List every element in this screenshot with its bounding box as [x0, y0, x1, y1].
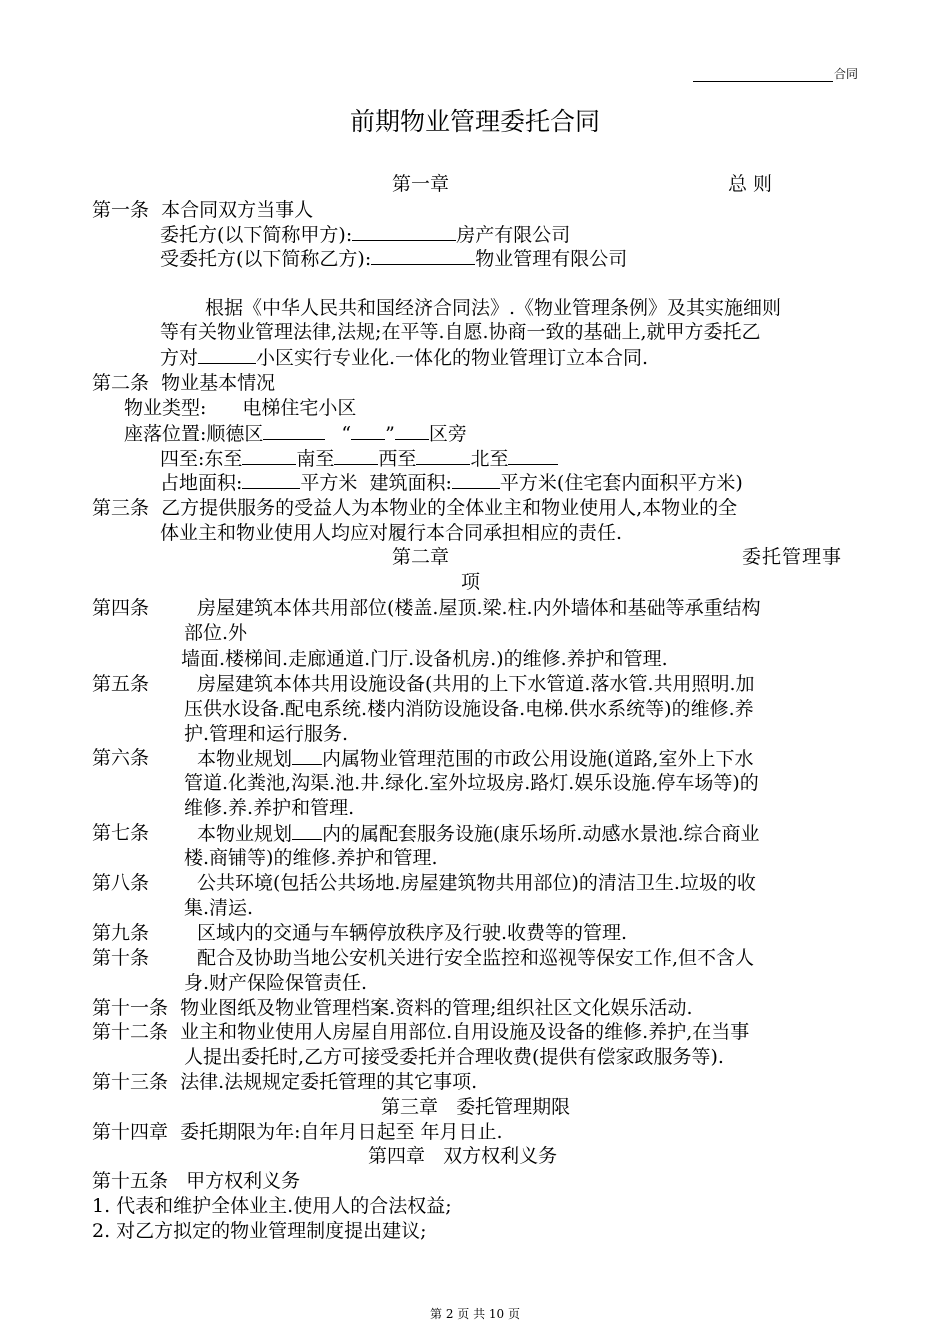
article-5-line-3: 护.管理和运行服务.: [184, 723, 349, 745]
location-c: ”: [385, 423, 395, 445]
article-5-line-1: 房屋建筑本体共用设施设备(共用的上下水管道.落水管.共用照明.加: [197, 673, 755, 695]
location-blank-2: [351, 421, 385, 440]
article-3-head: 第三条: [92, 497, 150, 519]
chapter-4-label: 第四章: [368, 1145, 426, 1167]
land-area-blank: [242, 470, 300, 489]
article-4-head: 第四条: [92, 597, 150, 619]
property-type-label: 物业类型:: [124, 397, 207, 419]
preamble-l3b: 小区实行专业化.一体化的物业管理订立本合同.: [256, 347, 649, 369]
chapter-4: [368, 1144, 557, 1168]
article-14-text: 委托期限为年:自年月日起至 年月日止.: [180, 1121, 503, 1143]
article-15-text: 甲方权利义务: [186, 1170, 301, 1192]
page-footer: 第 2 页 共 10 页: [430, 1307, 520, 1321]
article-14: [92, 1120, 503, 1144]
article-15-item-2: 2. 对乙方拟定的物业管理制度提出建议;: [92, 1220, 427, 1242]
article-6-line-3: 维修.养.养护和管理.: [184, 797, 355, 819]
article-5-head: 第五条: [92, 673, 150, 695]
chapter-2-name-b: 项: [461, 571, 481, 593]
party-a-label: 委托方(以下简称甲方):: [160, 224, 353, 246]
article-4-line-2: 部位.外: [184, 622, 248, 644]
property-location: [124, 421, 467, 446]
header-suffix: 合同: [833, 67, 858, 81]
article-5-line-2: 压供水设备.配电系统.楼内消防设施设备.电梯.供水系统等)的维修.养: [184, 698, 754, 720]
document-title: 前期物业管理委托合同: [349, 107, 600, 136]
location-blank-3: [395, 421, 429, 440]
west-blank: [416, 446, 470, 465]
article-6-blank: [292, 746, 322, 765]
article-11: [92, 996, 693, 1020]
chapter-4-name: 双方权利义务: [443, 1145, 558, 1167]
article-7-l1b: 内的属配套服务设施(康乐场所.动感水景池.综合商业: [322, 823, 760, 845]
land-area-unit: 平方米: [300, 472, 358, 494]
preamble-l3a: 方对: [160, 347, 199, 369]
article-8-line-1: 公共环境(包括公共场地.房屋建筑物共用部位)的清洁卫生.垃圾的收: [197, 872, 756, 894]
article-3-text-1: 乙方提供服务的受益人为本物业的全体业主和物业使用人,本物业的全: [161, 497, 738, 519]
boundary-south: 南至: [296, 448, 335, 470]
article-10-line-1: 配合及协助当地公安机关进行安全监控和巡视等保安工作,但不含人: [197, 947, 755, 969]
property-type: [124, 396, 356, 420]
party-b-label: 受委托方(以下简称乙方):: [160, 248, 372, 270]
article-7-line-2: 楼.商铺等)的维修.养护和管理.: [184, 847, 438, 869]
chapter-3-label: 第三章: [381, 1096, 439, 1118]
preamble-line-2: 等有关物业管理法律,法规;在平等.自愿.协商一致的基础上,就甲方委托乙: [160, 321, 761, 343]
property-boundaries: [160, 446, 558, 471]
article-15: [92, 1169, 300, 1193]
property-area: [160, 470, 743, 495]
article-13: [92, 1070, 477, 1094]
chapter-3: [381, 1095, 570, 1119]
chapter-1-label: 第一章: [392, 173, 450, 195]
article-13-head: 第十三条: [92, 1071, 169, 1093]
boundary-east: 四至:东至: [160, 448, 243, 470]
property-type-value: 电梯住宅小区: [242, 397, 357, 419]
north-blank: [508, 446, 558, 465]
article-3-line-1: [92, 496, 737, 520]
preamble-line-1: 根据《中华人民共和国经济合同法》.《物业管理条例》及其实施细则: [205, 297, 782, 319]
community-blank: [198, 345, 256, 364]
article-10-head: 第十条: [92, 947, 150, 969]
party-a-blank: [352, 222, 456, 241]
boundary-north: 北至: [470, 448, 509, 470]
header-blank: [693, 69, 833, 82]
article-7-head: 第七条: [92, 822, 150, 844]
article-2: [92, 371, 275, 395]
article-11-text: 物业图纸及物业管理档案.资料的管理;组织社区文化娱乐活动.: [180, 997, 693, 1019]
article-15-item-1: 1. 代表和维护全体业主.使用人的合法权益;: [92, 1195, 452, 1217]
article-1-head: 第一条: [92, 199, 150, 221]
building-area-label: 建筑面积:: [369, 472, 452, 494]
article-6-l1b: 内属物业管理范围的市政公用设施(道路,室外上下水: [322, 748, 754, 770]
article-1: [92, 198, 313, 222]
article-6-line-2: 管道.化粪池,沟渠.池.井.绿化.室外垃圾房.路灯.娱乐设施.停车场等)的: [184, 772, 759, 794]
chapter-3-name: 委托管理期限: [456, 1096, 571, 1118]
article-12-text-1: 业主和物业使用人房屋自用部位.自用设施及设备的维修.养护,在当事: [180, 1021, 750, 1043]
article-11-head: 第十一条: [92, 997, 169, 1019]
chapter-2-name-a: 委托管理事: [742, 546, 843, 568]
article-9-line-1: 区域内的交通与车辆停放秩序及行驶.收费等的管理.: [197, 922, 628, 944]
article-12-line-2: 人提出委托时,乙方可接受委托并合理收费(提供有偿家政服务等).: [184, 1046, 724, 1068]
article-14-head: 第十四章: [92, 1121, 169, 1143]
article-12-line-1: [92, 1020, 749, 1044]
article-7-blank: [292, 821, 322, 840]
article-1-text: 本合同双方当事人: [161, 199, 314, 221]
south-blank: [334, 446, 378, 465]
article-7-l1a: 本物业规划: [197, 823, 293, 845]
party-a-line: [160, 222, 570, 247]
article-6-line-1: [197, 746, 753, 771]
land-area-label: 占地面积:: [160, 472, 243, 494]
east-blank: [242, 446, 296, 465]
article-8-line-2: 集.清运.: [184, 897, 254, 919]
chapter-2-label: 第二章: [392, 546, 450, 568]
location-blank-1: [263, 421, 325, 440]
article-13-text: 法律.法规规定委托管理的其它事项.: [180, 1071, 478, 1093]
party-b-blank: [371, 246, 475, 265]
party-a-suffix: 房产有限公司: [456, 224, 571, 246]
article-9-head: 第九条: [92, 922, 150, 944]
article-10-line-2: 身.财产保险保管责任.: [184, 972, 368, 994]
article-4-line-3: 墙面.楼梯间.走廊通道.门厅.设备机房.)的维修.养护和管理.: [181, 648, 668, 670]
party-b-suffix: 物业管理有限公司: [475, 248, 628, 270]
preamble-line-3: [160, 345, 648, 370]
boundary-west: 西至: [378, 448, 417, 470]
article-15-head: 第十五条: [92, 1170, 169, 1192]
location-a: 座落位置:顺德区: [124, 423, 264, 445]
party-b-line: [160, 246, 627, 271]
location-d: 区旁: [428, 423, 467, 445]
article-4-line-1: 房屋建筑本体共用部位(楼盖.屋顶.梁.柱.内外墙体和基础等承重结构: [197, 597, 761, 619]
page-header: [693, 66, 858, 82]
building-area-unit: 平方米(住宅套内面积平方米): [499, 472, 743, 494]
location-b: “: [341, 423, 352, 445]
article-3-line-2: 体业主和物业使用人均应对履行本合同承担相应的责任.: [160, 522, 623, 544]
article-6-l1a: 本物业规划: [197, 748, 293, 770]
article-8-head: 第八条: [92, 872, 150, 894]
article-7-line-1: [197, 821, 760, 846]
building-area-blank: [452, 470, 500, 489]
article-12-head: 第十二条: [92, 1021, 169, 1043]
article-6-head: 第六条: [92, 747, 150, 769]
article-2-head: 第二条: [92, 372, 150, 394]
article-2-text: 物业基本情况: [161, 372, 276, 394]
chapter-1-name: 总 则: [728, 173, 773, 195]
